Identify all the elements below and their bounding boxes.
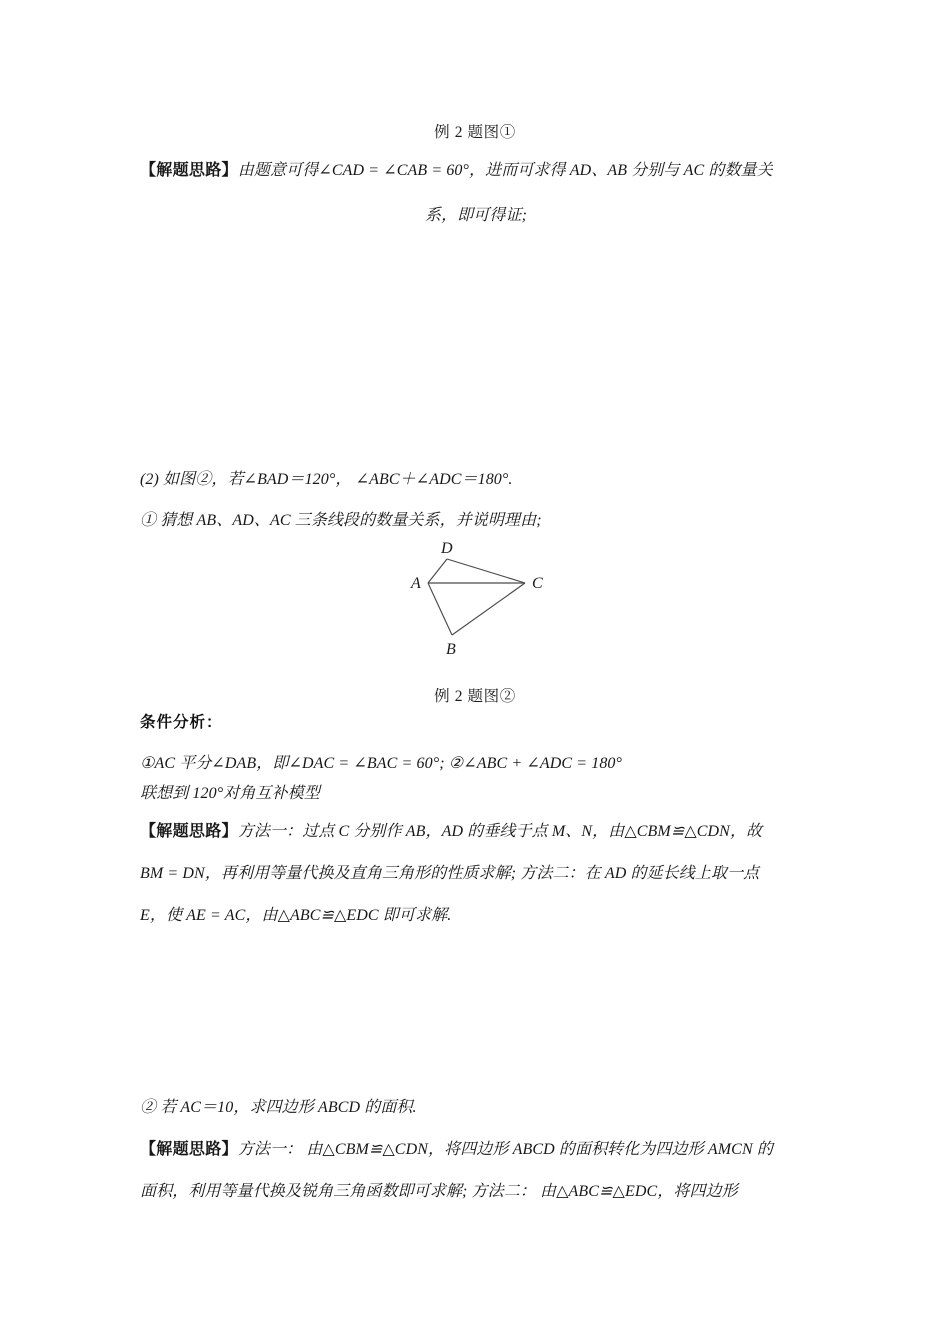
- question-2-line1-text: (2) 如图②，若∠BAD＝120°， ∠ABC＋∠ADC＝180°.: [140, 471, 513, 488]
- solution-idea-3-line1-text: 方法一： 由△CBM≌△CDN，将四边形 ABCD 的面积转化为四边形 AMCN 的: [237, 1141, 773, 1158]
- analysis-heading: [140, 715, 812, 731]
- solution-idea-2-line3: [140, 908, 812, 924]
- solution-idea-3-line2: [140, 1184, 812, 1200]
- figure-caption-2: 例 2 题图②: [434, 688, 516, 705]
- solution-idea-1-text: 由题意可得∠CAD = ∠CAB = 60°，进而可求得 AD、AB 分别与 AC 的数量关: [237, 162, 773, 179]
- solution-idea-2-line2-text: BM = DN，再利用等量代换及直角三角形的性质求解; 方法二：在 AD 的延长线上取一点: [140, 865, 760, 882]
- analysis-line2-text: 联想到 120°对角互补模型: [140, 785, 320, 802]
- solution-idea-3-line1: [140, 1142, 812, 1158]
- question-2-sub2: [140, 1100, 812, 1116]
- solution-idea-1-line2-text: 系，即可得证;: [424, 207, 528, 224]
- solution-idea-3-label: 【解题思路】: [140, 1141, 238, 1158]
- edge-AD: [428, 559, 447, 583]
- question-2-line1: [140, 472, 812, 488]
- figure-caption-1: 例 2 题图①: [434, 124, 516, 141]
- analysis-line1: [140, 756, 812, 772]
- figure-vertex-label-D: D: [441, 540, 453, 557]
- figure-vertex-label-B: B: [446, 641, 456, 658]
- figure-edges: [428, 559, 525, 635]
- solution-idea-2-label: 【解题思路】: [140, 823, 238, 840]
- edge-DC: [447, 559, 525, 583]
- figure-vertex-label-A: A: [411, 575, 421, 592]
- solution-idea-2-line3-text: E，使 AE = AC，由△ABC≌△EDC 即可求解.: [140, 907, 452, 924]
- edge-AB: [428, 583, 452, 635]
- edge-BC: [452, 583, 525, 635]
- solution-idea-2-line1-text: 方法一：过点 C 分别作 AB，AD 的垂线于点 M、N，由△CBM≌△CDN，故: [237, 823, 763, 840]
- geometry-figure-svg: [380, 530, 580, 670]
- solution-idea-1-line1: [140, 163, 812, 179]
- solution-idea-1-line2: [140, 208, 812, 224]
- solution-idea-2-line2: [140, 866, 812, 882]
- solution-idea-2-line1: [140, 824, 812, 840]
- question-2-sub1-text: ① 猜想 AB、AD、AC 三条线段的数量关系，并说明理由;: [140, 512, 542, 529]
- analysis-line2: [140, 786, 812, 802]
- solution-idea-1-label: 【解题思路】: [140, 162, 238, 179]
- question-2-sub1: [140, 513, 812, 529]
- analysis-line1-text: ①AC 平分∠DAB，即∠DAC = ∠BAC = 60°; ②∠ABC + ∠ADC = 180°: [140, 755, 623, 772]
- geometry-figure-quadrilateral-abcd: [380, 530, 580, 670]
- question-2-sub2-text: ② 若 AC＝10，求四边形 ABCD 的面积.: [140, 1099, 417, 1116]
- figure-vertex-label-C: C: [532, 575, 543, 592]
- analysis-heading-text: 条件分析：: [140, 713, 223, 731]
- solution-idea-3-line2-text: 面积，利用等量代换及锐角三角函数即可求解; 方法二： 由△ABC≌△EDC，将四边形: [140, 1183, 738, 1200]
